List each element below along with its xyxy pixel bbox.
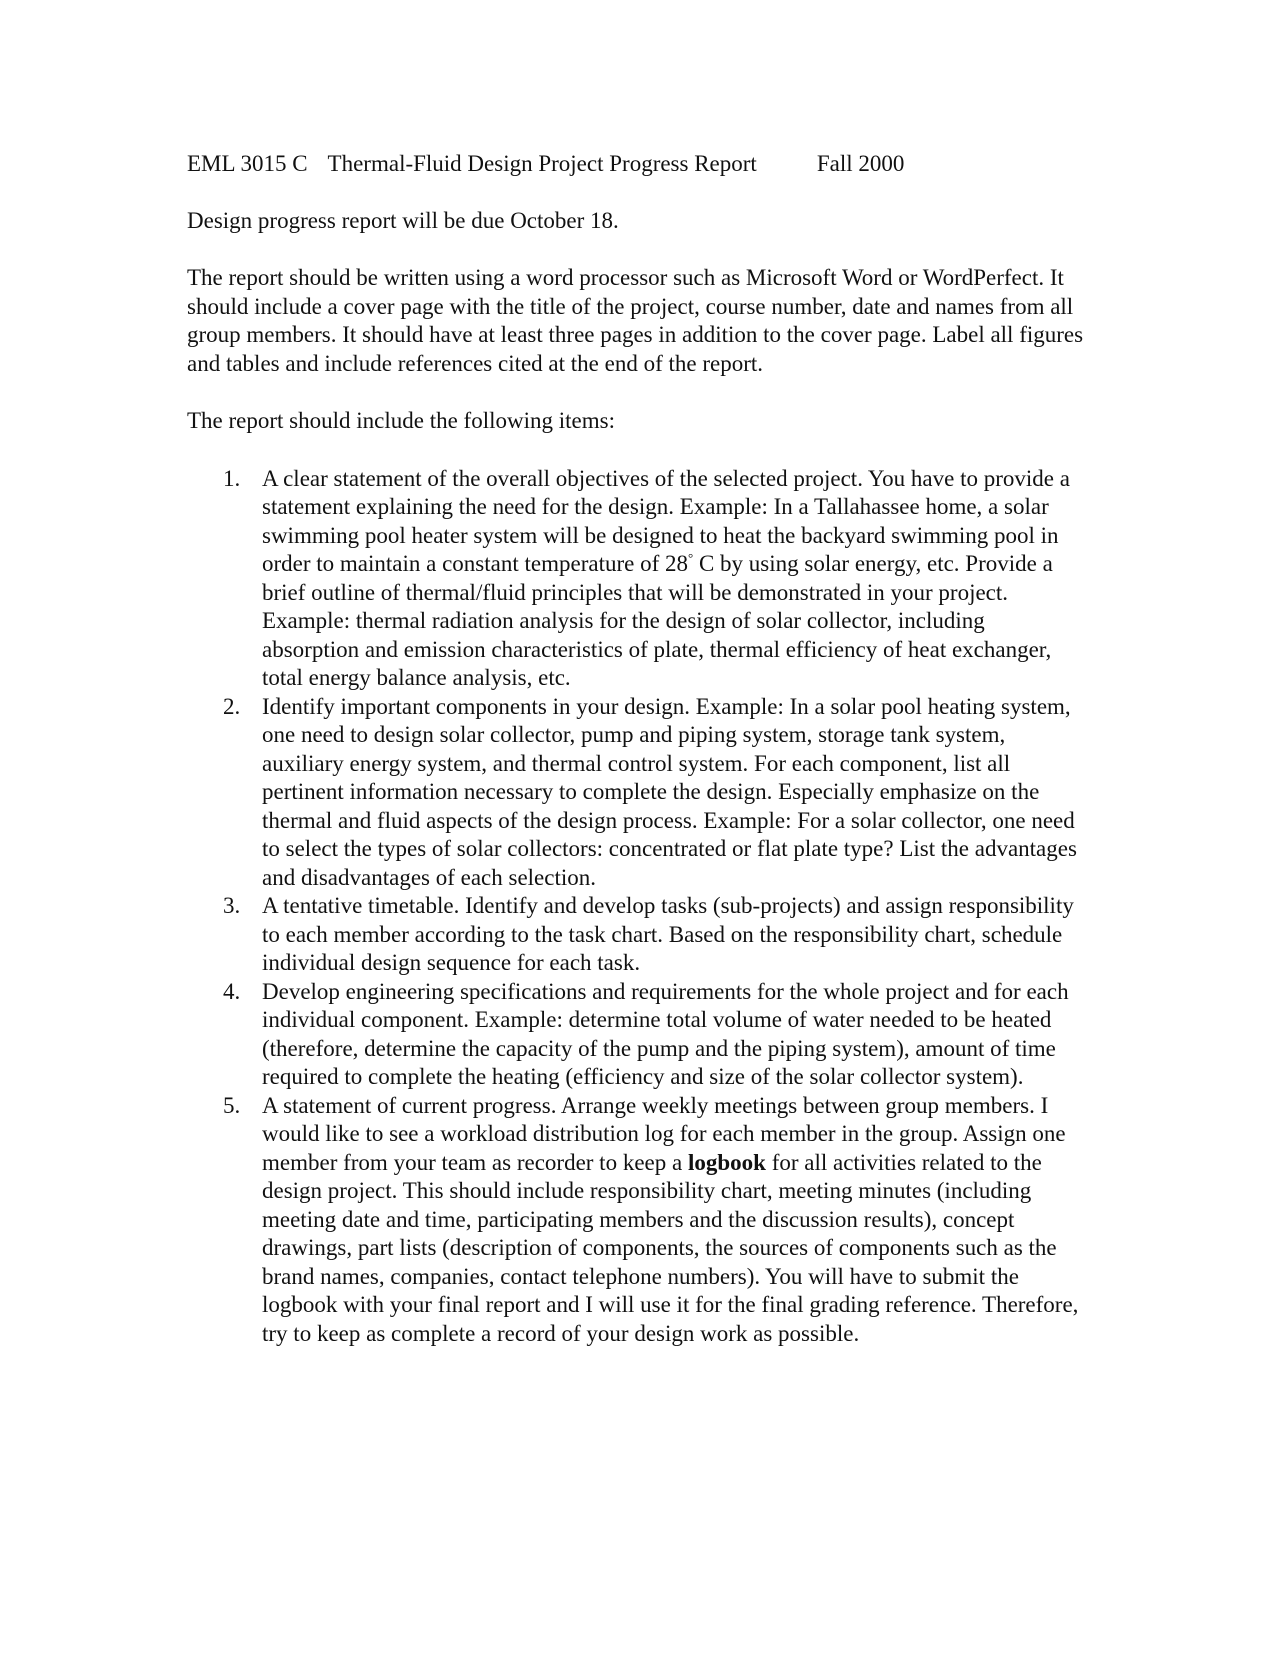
course-code: EML 3015 C	[187, 151, 308, 176]
list-item-number: 2.	[223, 693, 241, 719]
requirements-list	[187, 465, 1087, 1349]
list-intro: The report should include the following items:	[187, 408, 615, 433]
list-item-number: 4.	[223, 978, 241, 1004]
list-item-text: A statement of current progress. Arrange weekly meetings between group members. I would like to see a workload distribution log for each member in the group. Assign one member from your team as recorder to keep a	[262, 1092, 1066, 1175]
list-item	[187, 978, 1087, 1092]
list-item-number: 5.	[223, 1092, 241, 1118]
list-item	[187, 1092, 1087, 1349]
degree-symbol: °	[687, 550, 694, 565]
list-item-text: Develop engineering specifications and requirements for the whole project and for each individual component. Example: determine total volume of water needed to be heated (therefore, determine the capacity of the pump and the piping system), amount of time required to complete the heating (efficiency and size of the solar collector system).	[262, 978, 1069, 1089]
list-item-number: 1.	[223, 465, 241, 491]
intro-paragraph: The report should be written using a word processor such as Microsoft Word or WordPerfect. It should include a cover page with the title of the project, course number, date and names from all group members. It should have at least three pages in addition to the cover page. Label all figures and tables and include references cited at the end of the report.	[187, 265, 1084, 376]
document-header	[187, 150, 1087, 179]
list-item-number: 3.	[223, 893, 241, 918]
list-item-text: A clear statement of the overall objectives of the selected project. You have to provide a statement explaining the need for the design. Example: In a Tallahassee home, a solar swimming pool heater system will be designed to heat the backyard swimming pool in order to maintain a constant temperature of 28	[262, 465, 1070, 576]
list-item	[187, 892, 1087, 978]
list-item	[187, 465, 1087, 693]
logbook-emphasis: logbook	[687, 1149, 766, 1175]
list-item-text: A tentative timetable. Identify and develop tasks (sub-projects) and assign responsibility to each member according to the task chart. Based on the responsibility chart, schedule individual design sequence for each task.	[262, 893, 1074, 975]
due-date-line: Design progress report will be due October 18.	[187, 207, 619, 233]
document-title: Thermal-Fluid Design Project Progress Report	[327, 151, 757, 176]
list-item	[187, 693, 1087, 893]
list-item-text: Identify important components in your design. Example: In a solar pool heating system, one need to design solar collector, pump and piping system, storage tank system, auxiliary energy system, and thermal control system. For each component, list all pertinent information necessary to complete the design. Especially emphasize on the thermal and fluid aspects of the design process. Example: For a solar collector, one need to select the types of solar collectors: concentrated or flat plate type? List the advantages and disadvantages of each selection.	[262, 693, 1077, 890]
document-page	[187, 150, 1087, 1348]
list-item-text: C by using solar energy, etc. Provide a brief outline of thermal/fluid principles that will be demonstrated in your project. Example: thermal radiation analysis for the design of solar collector, including absorption and emission characteristics of plate, thermal efficiency of heat exchanger, total energy balance analysis, etc.	[262, 551, 1053, 690]
list-item-text: for all activities related to the design project. This should include responsibility chart, meeting minutes (including meeting date and time, participating members and the discussion results), concept drawings, part lists (description of components, the sources of components such as the brand names, companies, contact telephone numbers). You will have to submit the logbook with your final report and I will use it for the final grading reference. Therefore, try to keep as complete a record of your design work as possible.	[262, 1149, 1079, 1346]
term-label: Fall 2000	[816, 151, 905, 176]
